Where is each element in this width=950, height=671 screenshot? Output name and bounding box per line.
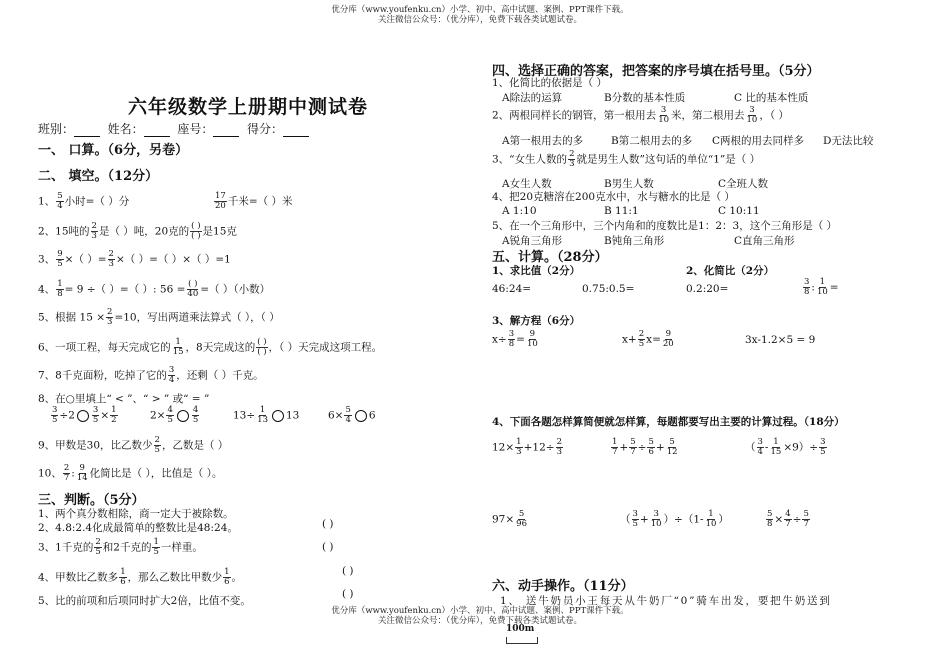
choice-q4-opt-a[interactable]: A 1:10 <box>502 205 537 217</box>
fill-q2: 2、15吨的 $\frac{2}{3}$ 是（ ）吨，20克的 $\frac{( )}{( )}$ 是15克 <box>38 221 237 241</box>
choice-q2: 2、两根同样长的钢管，第一根用去 $\frac{3}{10}$ 米，第二根用去 $\frac{3}{10}$ ，（ ） <box>492 105 789 125</box>
fill-q6: 6、一项工程，每天完成它的 $\frac{1}{15}$ ，8天完成这的 $\frac{( )}{( )}$ ，（ ）天完成这项工程。 <box>38 337 383 357</box>
choice-q1: 1、化简比的依据是（ ） <box>492 77 608 89</box>
student-info: 班别： 姓名： 座号： 得分： <box>38 120 309 137</box>
choice-q1-opt-c[interactable]: C 比的基本性质 <box>734 92 809 104</box>
fill-q5: 5、根据 15 × $\frac{2}{3}$ =10，写出两道乘法算式（ ），（ ） <box>38 307 280 327</box>
simplify-title: 4、下面各题怎样算简便就怎样算，每题都要写出主要的计算过程。（18分） <box>492 416 845 428</box>
equation-title: 3、解方程（6分） <box>492 315 581 327</box>
equation-2: x+ $\frac{2}{5}$ x= $\frac{9}{20}$ <box>622 329 674 349</box>
calc-simplify-title: 2、化简比（2分） <box>686 265 775 277</box>
fill-q1b: $\frac{17}{20}$ 千米=（ ）米 <box>215 191 293 211</box>
fill-q9: 9、甲数是30，比乙数少 $\frac{2}{5}$ ，乙数是（ ） <box>38 435 229 455</box>
calc-simplify-a: 0.2:20= <box>686 283 729 295</box>
fill-q10: 10、 $\frac{2}{7}$ : $\frac{9}{14}$ 化简比是（ ），比值是（ ）。 <box>38 463 223 483</box>
fill-q8-3: 13÷ $\frac{1}{13}$ 13 <box>233 405 300 425</box>
fill-q8-1: $\frac{3}{5}$ ÷2 $\frac{3}{5}$ × $\frac{1}{2}$ <box>52 405 117 425</box>
judge-q1: 1、两个真分数相除，商一定大于被除数。 <box>38 508 234 520</box>
header-line-2: 关注微信公众号：（优分库），免费下载各类试题试卷。 <box>377 15 582 25</box>
compare-circle[interactable] <box>177 410 189 422</box>
page-title: 六年级数学上册期中测试卷 <box>128 96 369 118</box>
choice-q4-opt-c[interactable]: C 10:11 <box>718 205 760 217</box>
fill-q7: 7、8千克面粉，吃掉了它的 $\frac{3}{4}$ ，还剩（ ）千克。 <box>38 365 264 385</box>
header-line-1: 优分库（www.youfenku.cn）小学、初中、高中试题、案例、PPT课件下载。 <box>331 5 629 15</box>
compare-circle[interactable] <box>77 410 89 422</box>
choice-q2-opt-d[interactable]: D无法比较 <box>823 135 874 147</box>
footer-line-2: 关注微信公众号：（优分库），免费下载各类试题试卷。 <box>377 616 582 626</box>
simplify-p2: $\frac{1}{7}$ + $\frac{5}{7}$ ÷ $\frac{5}{6}$ + $\frac{5}{12}$ <box>612 437 678 457</box>
simplify-p5: （ $\frac{3}{5}$ + $\frac{3}{10}$ ）÷（1- $\frac{1}{10}$ ） <box>620 509 729 529</box>
calc-ratio-b: 0.75:0.5= <box>582 283 635 295</box>
choice-q4: 4、把20克糖溶在200克水中，水与糖水的比是（ ） <box>492 191 735 203</box>
scale-label: 100m <box>506 624 535 634</box>
choice-q4-opt-b[interactable]: B 11:1 <box>604 205 639 217</box>
simplify-p6: $\frac{5}{8}$ × $\frac{4}{7}$ ÷ $\frac{5}{7}$ <box>767 509 809 529</box>
choice-q5-opt-b[interactable]: B钝角三角形 <box>604 235 665 247</box>
fill-q4: 4、 $\frac{1}{8}$ = 9 ÷（ ）=（ ）: 56 = $\frac{( )}{40}$ =（ ）（小数） <box>38 279 271 299</box>
judge-q2: 2、4.8:2.4化成最简单的整数比是48:24。 <box>38 522 238 534</box>
fill-q1: 1、 $\frac{5}{4}$ 小时=（ ）分 <box>38 191 130 211</box>
choice-q1-opt-b[interactable]: B分数的基本性质 <box>604 92 686 104</box>
equation-1: x÷ $\frac{3}{8}$ = $\frac{9}{10}$ <box>492 329 538 349</box>
simplify-p3: （ $\frac{3}{4}$ - $\frac{1}{15}$ ×9）÷ $\frac{3}{5}$ <box>745 437 826 457</box>
section-1-title: 一、 口算。（6分，另卷） <box>38 143 189 158</box>
judge-paren-4[interactable]: ( ) <box>342 565 354 577</box>
judge-q4: 4、甲数比乙数多 $\frac{1}{6}$ ，那么乙数比甲数少 $\frac{1}{6}$ 。 <box>38 567 243 587</box>
section-6-title: 六、动手操作。（11分） <box>492 579 634 594</box>
judge-q5: 5、比的前项和后项同时扩大2倍，比值不变。 <box>38 595 251 607</box>
fill-q3: 3、 $\frac{9}{5}$ ×（ ）= $\frac{2}{3}$ ×（ ）=（ ）×（ ）=1 <box>38 249 231 269</box>
section-4-title: 四、选择正确的答案，把答案的序号填在括号里。（5分） <box>492 64 820 79</box>
choice-q1-opt-a[interactable]: A除法的运算 <box>502 92 563 104</box>
judge-q3: 3、1千克的 $\frac{2}{5}$ 和2千克的 $\frac{1}{5}$ 一样重。 <box>38 537 203 557</box>
section-5-title: 五、计算。（28分） <box>492 250 608 265</box>
judge-paren-3[interactable]: ( ) <box>322 541 334 553</box>
choice-q3: 3、“女生人数的 $\frac{2}{3}$ 就是男生人数”这句话的单位“1”是（ ） <box>492 149 761 169</box>
choice-q2-opt-b[interactable]: B第二根用去的多 <box>611 135 693 147</box>
fill-q8: 8、在○里填上“ < ”、“ > ” 或“ = ” <box>38 393 210 405</box>
choice-q2-opt-a[interactable]: A第一根用去的多 <box>502 135 584 147</box>
fill-q8-4: 6× $\frac{5}{4}$ 6 <box>328 405 376 425</box>
fill-q8-2: 2× $\frac{4}{5}$ $\frac{4}{5}$ <box>150 405 199 425</box>
choice-q2-opt-c[interactable]: C两根的用去同样多 <box>712 135 805 147</box>
judge-paren-5[interactable]: ( ) <box>342 588 354 600</box>
operation-q1: 1、 送牛奶员小王每天从牛奶厂“0”骑车出发，要把牛奶送到 <box>500 595 832 607</box>
choice-q5: 5、在一个三角形中，三个内角和的度数比是1：2：3，这个三角形是（ ） <box>492 220 838 232</box>
choice-q3-opt-c[interactable]: C全班人数 <box>718 178 769 190</box>
compare-circle[interactable] <box>272 410 284 422</box>
choice-q3-opt-a[interactable]: A女生人数 <box>502 178 552 190</box>
choice-q5-opt-a[interactable]: A锐角三角形 <box>502 235 563 247</box>
judge-paren-2[interactable]: ( ) <box>322 518 334 530</box>
equation-3: 3x-1.2×5 = 9 <box>745 334 816 346</box>
calc-simplify-b: $\frac{3}{8}$ : $\frac{1}{10}$ = <box>804 277 839 297</box>
simplify-p4: 97× $\frac{5}{96}$ <box>492 509 527 529</box>
section-2-title: 二、 填空。（12分） <box>38 169 159 184</box>
section-3-title: 三、判断。（5分） <box>38 493 145 508</box>
calc-ratio-a: 46:24= <box>492 283 532 295</box>
choice-q3-opt-b[interactable]: B男生人数 <box>604 178 654 190</box>
choice-q5-opt-c[interactable]: C直角三角形 <box>734 235 795 247</box>
simplify-p1: 12× $\frac{1}{3}$ +12÷ $\frac{2}{3}$ <box>492 437 562 457</box>
scale-bar <box>506 637 538 644</box>
calc-ratio-title: 1、求比值（2分） <box>492 265 581 277</box>
compare-circle[interactable] <box>355 410 367 422</box>
footer-line-1: 优分库（www.youfenku.cn）小学、初中、高中试题、案例、PPT课件下载。 <box>331 606 629 616</box>
